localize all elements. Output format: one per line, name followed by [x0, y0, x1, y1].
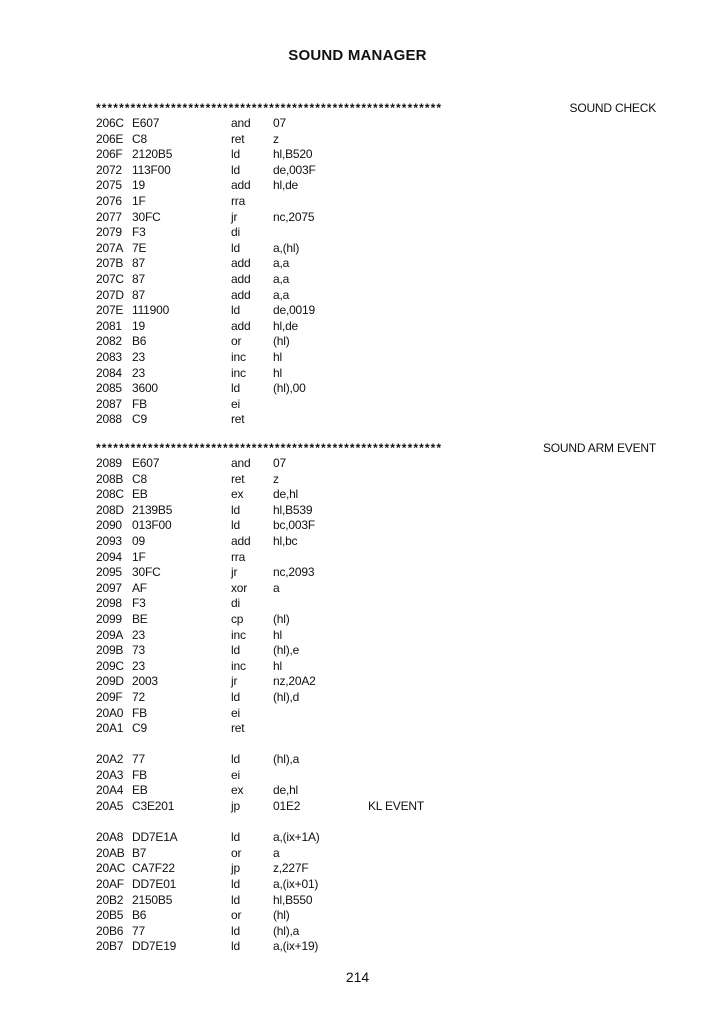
- section-label: SOUND CHECK: [567, 100, 656, 116]
- operand: nc,2075: [273, 209, 315, 224]
- asterisk-rule: ************************************************************: [96, 101, 443, 115]
- mnemonic: or: [231, 334, 242, 349]
- section-separator: [96, 440, 656, 456]
- opcode-bytes: 2150B5: [132, 892, 173, 907]
- operand: (hl): [273, 334, 290, 349]
- opcode-bytes: 2003: [132, 674, 158, 689]
- mnemonic: ld: [231, 147, 240, 162]
- code-line: [96, 924, 656, 940]
- code-line: [96, 319, 656, 335]
- mnemonic: add: [231, 533, 251, 548]
- address: 2089: [96, 456, 122, 470]
- operand: 07: [273, 116, 286, 130]
- opcode-bytes: 72: [132, 689, 145, 704]
- operand: nc,2093: [273, 565, 315, 580]
- page-title: SOUND MANAGER: [288, 47, 427, 64]
- mnemonic: ld: [231, 643, 240, 658]
- mnemonic: inc: [231, 658, 246, 673]
- opcode-bytes: 19: [132, 318, 145, 333]
- opcode-bytes: DD7E01: [132, 877, 177, 892]
- code-line: [96, 534, 656, 550]
- opcode-bytes: F3: [132, 596, 146, 611]
- mnemonic: ei: [231, 396, 240, 411]
- opcode-bytes: B7: [132, 845, 147, 860]
- operand: hl,de: [273, 178, 299, 193]
- mnemonic: add: [231, 256, 251, 271]
- code-line: [96, 132, 656, 148]
- opcode-bytes: C8: [132, 131, 147, 146]
- opcode-bytes: 77: [132, 752, 145, 767]
- mnemonic: ld: [231, 162, 240, 177]
- address: 207B: [96, 256, 124, 271]
- address: 209F: [96, 689, 123, 704]
- address: 207E: [96, 303, 124, 318]
- operand: a: [273, 580, 280, 595]
- mnemonic: ld: [231, 303, 240, 318]
- code-line: [96, 163, 656, 179]
- code-line: [96, 565, 656, 581]
- opcode-bytes: 09: [132, 533, 145, 548]
- address: 2099: [96, 611, 122, 626]
- operand: a,a: [273, 256, 290, 271]
- address: 209D: [96, 674, 124, 689]
- address: 207D: [96, 287, 124, 302]
- code-line: [96, 350, 656, 366]
- operand: de,hl: [273, 783, 299, 798]
- opcode-bytes: 23: [132, 627, 145, 642]
- operand: z: [273, 131, 279, 146]
- mnemonic: add: [231, 287, 251, 302]
- address: 207C: [96, 271, 124, 286]
- mnemonic: ld: [231, 892, 240, 907]
- block-gap: [96, 815, 656, 831]
- operand: a: [273, 845, 280, 860]
- mnemonic: ret: [231, 471, 245, 486]
- opcode-bytes: C3E201: [132, 799, 175, 814]
- address: 20A4: [96, 783, 124, 798]
- operand: a,a: [273, 271, 290, 286]
- opcode-bytes: 23: [132, 365, 145, 380]
- opcode-bytes: C8: [132, 471, 147, 486]
- opcode-bytes: AF: [132, 580, 147, 595]
- address: 20AB: [96, 845, 125, 860]
- mnemonic: add: [231, 318, 251, 333]
- opcode-bytes: FB: [132, 767, 147, 782]
- opcode-bytes: E607: [132, 456, 160, 470]
- address: 20B6: [96, 923, 124, 938]
- code-line: [96, 830, 656, 846]
- operand: a,a: [273, 287, 290, 302]
- mnemonic: jr: [231, 209, 238, 224]
- mnemonic: ei: [231, 705, 240, 720]
- operand: (hl),e: [273, 643, 300, 658]
- asterisk-rule: ************************************************************: [96, 441, 443, 455]
- address: 2087: [96, 396, 122, 411]
- operand: hl,B520: [273, 147, 313, 162]
- mnemonic: ld: [231, 381, 240, 396]
- block-gap: [96, 737, 656, 753]
- mnemonic: ld: [231, 518, 240, 533]
- operand: (hl): [273, 611, 290, 626]
- address: 2094: [96, 549, 122, 564]
- mnemonic: rra: [231, 549, 246, 564]
- code-line: [96, 846, 656, 862]
- address: 2077: [96, 209, 122, 224]
- address: 2083: [96, 349, 122, 364]
- code-line: [96, 303, 656, 319]
- opcode-bytes: E607: [132, 116, 160, 130]
- section-sound-arm-event: [96, 440, 656, 955]
- mnemonic: ld: [231, 939, 240, 954]
- code-line: [96, 456, 656, 472]
- opcode-bytes: 3600: [132, 381, 158, 396]
- operand: de,hl: [273, 487, 299, 502]
- operand: a,(ix+01): [273, 877, 319, 892]
- operand: z,227F: [273, 861, 309, 876]
- operand: hl,de: [273, 318, 299, 333]
- opcode-bytes: 111900: [132, 303, 170, 318]
- mnemonic: ld: [231, 830, 240, 845]
- code-line: [96, 690, 656, 706]
- opcode-bytes: 1F: [132, 549, 146, 564]
- opcode-bytes: C9: [132, 721, 147, 736]
- operand: a,(ix+19): [273, 939, 319, 954]
- opcode-bytes: 87: [132, 287, 145, 302]
- address: 20A8: [96, 830, 124, 845]
- code-line: [96, 799, 656, 815]
- code-line: [96, 288, 656, 304]
- address: 2085: [96, 381, 122, 396]
- operand: de,0019: [273, 303, 315, 318]
- address: 209A: [96, 627, 124, 642]
- code-line: [96, 334, 656, 350]
- address: 209B: [96, 643, 124, 658]
- code-line: [96, 178, 656, 194]
- comment: KL EVENT: [368, 799, 424, 814]
- operand: hl,bc: [273, 533, 298, 548]
- code-line: [96, 147, 656, 163]
- mnemonic: or: [231, 908, 242, 923]
- mnemonic: ret: [231, 412, 245, 427]
- opcode-bytes: 30FC: [132, 565, 161, 580]
- address: 207A: [96, 240, 124, 255]
- mnemonic: ld: [231, 502, 240, 517]
- address: 20A2: [96, 752, 124, 767]
- code-line: [96, 487, 656, 503]
- code-line: [96, 643, 656, 659]
- code-line: [96, 241, 656, 257]
- code-line: [96, 503, 656, 519]
- code-line: [96, 659, 656, 675]
- code-line: [96, 272, 656, 288]
- operand: a,(hl): [273, 240, 300, 255]
- code-line: [96, 861, 656, 877]
- opcode-bytes: DD7E1A: [132, 830, 178, 845]
- opcode-bytes: 19: [132, 178, 145, 193]
- code-line: [96, 939, 656, 955]
- section-sound-check: [96, 100, 656, 428]
- address: 2098: [96, 596, 122, 611]
- code-line: [96, 210, 656, 226]
- code-line: [96, 877, 656, 893]
- page-number: 214: [345, 969, 370, 985]
- code-line: [96, 706, 656, 722]
- mnemonic: and: [231, 116, 251, 130]
- code-line: [96, 225, 656, 241]
- address: 2095: [96, 565, 122, 580]
- mnemonic: ret: [231, 131, 245, 146]
- opcode-bytes: EB: [132, 783, 148, 798]
- operand: (hl),00: [273, 381, 306, 396]
- opcode-bytes: B6: [132, 334, 147, 349]
- code-line: [96, 674, 656, 690]
- opcode-bytes: FB: [132, 705, 147, 720]
- operand: hl: [273, 365, 282, 380]
- address: 208C: [96, 487, 124, 502]
- operand: (hl),a: [273, 752, 300, 767]
- address: 2082: [96, 334, 122, 349]
- address: 2076: [96, 193, 122, 208]
- address: 20AC: [96, 861, 126, 876]
- mnemonic: ex: [231, 487, 244, 502]
- mnemonic: ex: [231, 783, 244, 798]
- opcode-bytes: 77: [132, 923, 145, 938]
- code-line: [96, 783, 656, 799]
- mnemonic: ld: [231, 752, 240, 767]
- address: 2079: [96, 225, 122, 240]
- mnemonic: ret: [231, 721, 245, 736]
- opcode-bytes: F3: [132, 225, 146, 240]
- address: 206F: [96, 147, 123, 162]
- operand: z: [273, 471, 279, 486]
- operand: 07: [273, 456, 286, 470]
- mnemonic: inc: [231, 349, 246, 364]
- opcode-bytes: 113F00: [132, 162, 171, 177]
- mnemonic: jp: [231, 799, 240, 814]
- mnemonic: ei: [231, 767, 240, 782]
- mnemonic: add: [231, 271, 251, 286]
- address: 2081: [96, 318, 122, 333]
- address: 206C: [96, 116, 124, 130]
- opcode-bytes: EB: [132, 487, 148, 502]
- operand: de,003F: [273, 162, 316, 177]
- mnemonic: or: [231, 845, 242, 860]
- section-label: SOUND ARM EVENT: [540, 440, 656, 456]
- mnemonic: jp: [231, 861, 240, 876]
- mnemonic: add: [231, 178, 251, 193]
- mnemonic: jr: [231, 565, 238, 580]
- mnemonic: inc: [231, 627, 246, 642]
- opcode-bytes: 013F00: [132, 518, 172, 533]
- code-line: [96, 256, 656, 272]
- code-line: [96, 412, 656, 428]
- mnemonic: inc: [231, 365, 246, 380]
- address: 20A1: [96, 721, 124, 736]
- opcode-bytes: 30FC: [132, 209, 161, 224]
- code-line: [96, 893, 656, 909]
- address: 20AF: [96, 877, 124, 892]
- mnemonic: di: [231, 596, 240, 611]
- address: 20B2: [96, 892, 124, 907]
- code-line: [96, 472, 656, 488]
- operand: (hl),a: [273, 923, 300, 938]
- code-line: [96, 908, 656, 924]
- opcode-bytes: 2120B5: [132, 147, 173, 162]
- address: 208D: [96, 502, 124, 517]
- code-line: [96, 397, 656, 413]
- mnemonic: xor: [231, 580, 248, 595]
- code-line: [96, 581, 656, 597]
- mnemonic: ld: [231, 923, 240, 938]
- opcode-bytes: FB: [132, 396, 147, 411]
- code-line: [96, 518, 656, 534]
- code-line: [96, 596, 656, 612]
- operand: nz,20A2: [273, 674, 316, 689]
- opcode-bytes: BE: [132, 611, 148, 626]
- opcode-bytes: 23: [132, 349, 145, 364]
- code-line: [96, 752, 656, 768]
- operand: (hl),d: [273, 689, 300, 704]
- code-line: [96, 721, 656, 737]
- operand: a,(ix+1A): [273, 830, 320, 845]
- operand: bc,003F: [273, 518, 315, 533]
- mnemonic: ld: [231, 689, 240, 704]
- opcode-bytes: 7E: [132, 240, 147, 255]
- address: 20A3: [96, 767, 124, 782]
- mnemonic: cp: [231, 611, 244, 626]
- opcode-bytes: B6: [132, 908, 147, 923]
- operand: hl,B539: [273, 502, 313, 517]
- code-line: [96, 381, 656, 397]
- opcode-bytes: 2139B5: [132, 502, 173, 517]
- address: 206E: [96, 131, 124, 146]
- opcode-bytes: 87: [132, 271, 145, 286]
- address: 20B7: [96, 939, 124, 954]
- operand: hl: [273, 627, 282, 642]
- code-line: [96, 628, 656, 644]
- address: 2097: [96, 580, 122, 595]
- opcode-bytes: 87: [132, 256, 145, 271]
- opcode-bytes: DD7E19: [132, 939, 177, 954]
- address: 209C: [96, 658, 124, 673]
- address: 2084: [96, 365, 122, 380]
- operand: hl,B550: [273, 892, 313, 907]
- mnemonic: rra: [231, 193, 246, 208]
- address: 2075: [96, 178, 122, 193]
- opcode-bytes: C9: [132, 412, 147, 427]
- operand: hl: [273, 349, 282, 364]
- mnemonic: ld: [231, 240, 240, 255]
- code-line: [96, 768, 656, 784]
- code-line: [96, 194, 656, 210]
- mnemonic: jr: [231, 674, 238, 689]
- code-line: [96, 612, 656, 628]
- operand: 01E2: [273, 799, 301, 814]
- code-line: [96, 550, 656, 566]
- address: 2088: [96, 412, 122, 427]
- operand: (hl): [273, 908, 290, 923]
- mnemonic: and: [231, 456, 251, 470]
- address: 20A5: [96, 799, 124, 814]
- address: 20A0: [96, 705, 124, 720]
- opcode-bytes: 73: [132, 643, 145, 658]
- section-separator: [96, 100, 656, 116]
- address: 2072: [96, 162, 122, 177]
- operand: hl: [273, 658, 282, 673]
- code-line: [96, 116, 656, 132]
- address: 208B: [96, 471, 124, 486]
- address: 20B5: [96, 908, 124, 923]
- mnemonic: ld: [231, 877, 240, 892]
- address: 2093: [96, 533, 122, 548]
- address: 2090: [96, 518, 122, 533]
- opcode-bytes: CA7F22: [132, 861, 175, 876]
- opcode-bytes: 1F: [132, 193, 146, 208]
- opcode-bytes: 23: [132, 658, 145, 673]
- mnemonic: di: [231, 225, 240, 240]
- code-line: [96, 366, 656, 382]
